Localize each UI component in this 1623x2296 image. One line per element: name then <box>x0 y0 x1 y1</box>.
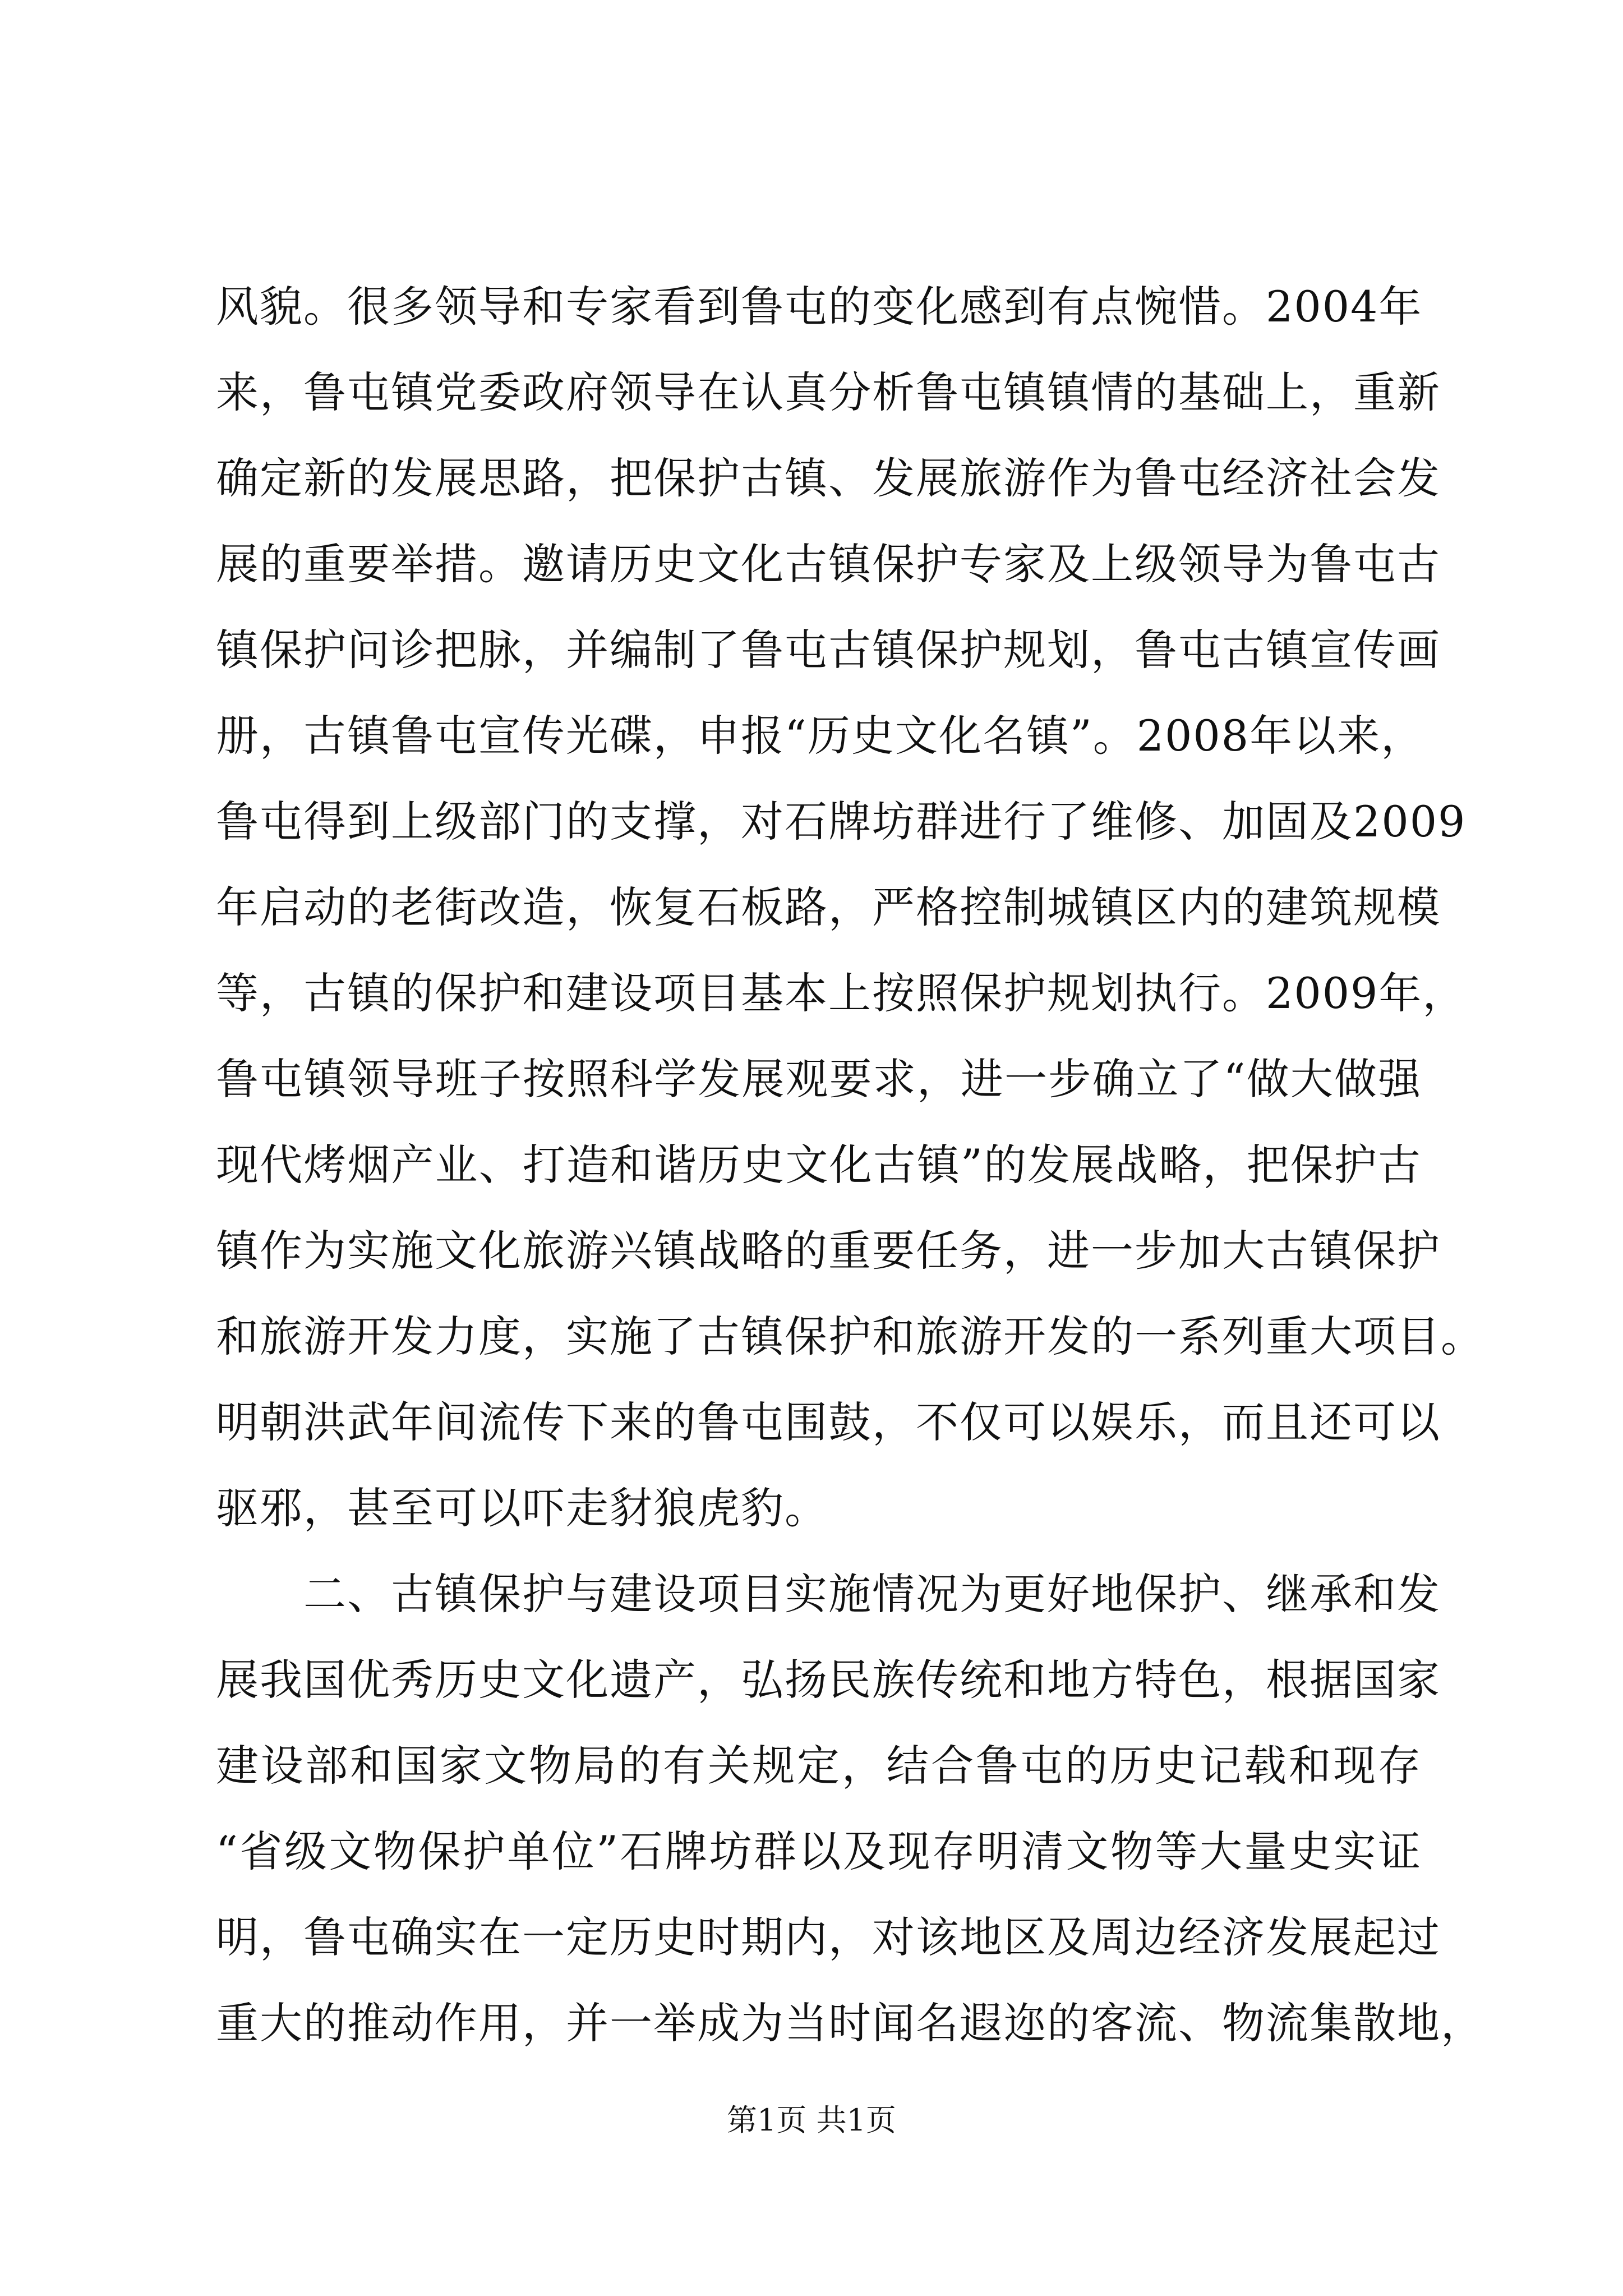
text-line-6: 册，古镇鲁屯宣传光碟，申报“历史文化名镇”。2008年以来， <box>216 711 1425 761</box>
text-line-14: 明朝洪武年间流传下来的鲁屯围鼓，不仅可以娱乐，而且还可以 <box>216 1397 1441 1447</box>
text-line-4: 展的重要举措。邀请历史文化古镇保护专家及上级领导为鲁屯古 <box>216 539 1441 589</box>
text-line-13: 和旅游开发力度，实施了古镇保护和旅游开发的一系列重大项目。 <box>216 1312 1484 1361</box>
text-line-12: 镇作为实施文化旅游兴镇战略的重要任务，进一步加大古镇保护 <box>216 1226 1441 1276</box>
text-line-17: 展我国优秀历史文化遗产，弘扬民族传统和地方特色，根据国家 <box>216 1655 1441 1705</box>
text-line-3: 确定新的发展思路，把保护古镇、发展旅游作为鲁屯经济社会发 <box>216 453 1441 503</box>
text-line-19: “省级文物保护单位”石牌坊群以及现存明清文物等大量史实证 <box>216 1826 1422 1876</box>
text-line-7: 鲁屯得到上级部门的支撑，对石牌坊群进行了维修、加固及2009 <box>216 797 1467 846</box>
text-line-16: 二、古镇保护与建设项目实施情况为更好地保护、继承和发 <box>216 1569 1441 1619</box>
text-line-15: 驱邪，甚至可以吓走豺狼虎豹。 <box>216 1483 828 1533</box>
text-line-1: 风貌。很多领导和专家看到鲁屯的变化感到有点惋惜。2004年 <box>216 282 1423 332</box>
text-line-8: 年启动的老街改造，恢复石板路，严格控制城镇区内的建筑规模 <box>216 882 1441 932</box>
text-line-5: 镇保护问诊把脉，并编制了鲁屯古镇保护规划，鲁屯古镇宣传画 <box>216 625 1441 675</box>
text-line-20: 明，鲁屯确实在一定历史时期内，对该地区及周边经济发展起过 <box>216 1912 1441 1962</box>
text-line-11: 现代烤烟产业、打造和谐历史文化古镇”的发展战略，把保护古 <box>216 1140 1422 1190</box>
document-body <box>216 264 1484 2066</box>
text-line-2: 来，鲁屯镇党委政府领导在认真分析鲁屯镇镇情的基础上，重新 <box>216 367 1441 417</box>
page-footer: 第1页 共1页 <box>727 2102 896 2138</box>
text-line-21: 重大的推动作用，并一举成为当时闻名遐迩的客流、物流集散地， <box>216 1998 1484 2048</box>
text-line-18: 建设部和国家文物局的有关规定，结合鲁屯的历史记载和现存 <box>216 1741 1422 1791</box>
text-line-9: 等，古镇的保护和建设项目基本上按照保护规划执行。2009年， <box>216 968 1467 1018</box>
text-line-10: 鲁屯镇领导班子按照科学发展观要求，进一步确立了“做大做强 <box>216 1054 1422 1104</box>
